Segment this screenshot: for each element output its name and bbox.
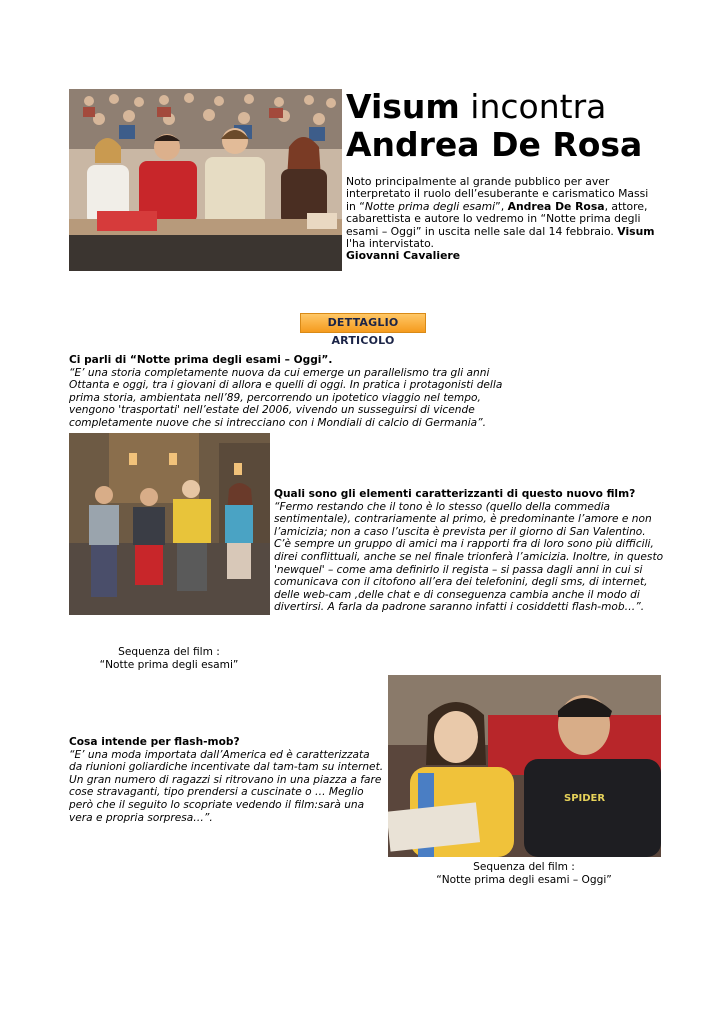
interview-block-1 xyxy=(69,354,509,430)
caption-1-line-2: “Notte prima degli esami” xyxy=(99,658,239,671)
intro-text-1: Noto principalmente al grande pubblico per aver interpretato il ruolo dell’esuberante e carismatico Massi in “ xyxy=(346,175,649,213)
intro-text-2: ”, xyxy=(495,199,508,213)
film-still-couple-photo xyxy=(388,675,661,857)
question-2: Quali sono gli elementi caratterizzanti di questo nuovo film? xyxy=(274,488,636,500)
intro-paragraph xyxy=(346,176,656,263)
intro-actor-name: Andrea De Rosa xyxy=(507,199,605,213)
caption-2-line-1: Sequenza del film : xyxy=(473,861,575,873)
interview-block-3 xyxy=(69,736,385,824)
photo-caption-2 xyxy=(388,861,660,886)
caption-1-line-1: Sequenza del film : xyxy=(118,646,220,658)
question-3: Cosa intende per flash-mob? xyxy=(69,736,240,748)
intro-text-4: l'ha intervistato. xyxy=(346,237,434,251)
answer-2: “Fermo restando che il tono è lo stesso (quello della commedia sentimentale), contrariamente al primo, è predominante l’amore e non l’amicizia; non a caso l’uscita è prevista per il giorno di San Valentino. C’è sempre un gruppo di amici ma i rapporti fra di loro sono più difficili, direi conflittuali, anche se nel finale trionferà l’amicizia. Inoltre, in questo 'newquel' – come ama definirlo il regista – si passa dagli anni in cui si comunicava con il citofono all’era dei telefonini, degli sms, di internet, delle web-cam ,delle chat e di conseguenza cambia anche il modo di divertirsi. A farla da padrone saranno infatti i cosiddetti flash-mob…”. xyxy=(274,500,664,614)
title-brand: Visum xyxy=(346,87,460,126)
answer-1: “E’ una storia completamente nuova da cui emerge un parallelismo tra gli anni Ottanta e oggi, tra i giovani di allora e quelli di oggi. In pratica i protagonisti della prima storia, ambientata nell’89, percorrendo un ipotetico viaggio nel tempo, vengono 'trasportati' nell’estate del 2006, vivendo un susseguirsi di vicende completamente nuove che si intrecciano con i Mondiali di calcio di Germania”. xyxy=(69,366,503,429)
intro-text-3: , attore, cabarettista e autore lo vedremo in “Notte prima degli esami – Oggi” in uscita nelle sale dal 14 febbraio. xyxy=(346,199,648,238)
intro-film-title: Notte prima degli esami xyxy=(364,199,496,213)
interview-block-2 xyxy=(274,488,666,614)
answer-3: “E’ una moda importata dall’America ed è caratterizzata da riunioni goliardiche incentivate dal tam-tam su internet. Un gran numero di ragazzi si ritrovano in una piazza a fare cose stravaganti, tipo prendersi a cuscinate o … Meglio però che il seguito lo scopriate vedendo il film:sarà una vera e propria sorpresa…”. xyxy=(69,748,384,824)
caption-2-line-2: “Notte prima degli esami – Oggi” xyxy=(436,873,612,886)
title-name: Andrea De Rosa xyxy=(346,125,643,164)
dettaglio-articolo-button[interactable]: DETTAGLIO ARTICOLO xyxy=(300,313,426,333)
photo-caption-1 xyxy=(69,646,269,671)
question-1: Ci parli di “Notte prima degli esami – Oggi”. xyxy=(69,354,333,366)
article-title xyxy=(346,88,666,164)
intro-visum: Visum xyxy=(617,224,655,238)
title-rest: incontra xyxy=(470,87,607,126)
intro-author: Giovanni Cavaliere xyxy=(346,249,461,263)
classroom-photo xyxy=(69,89,342,271)
film-still-piazza-photo xyxy=(69,433,270,615)
svg-text:SPIDER: SPIDER xyxy=(564,793,606,804)
